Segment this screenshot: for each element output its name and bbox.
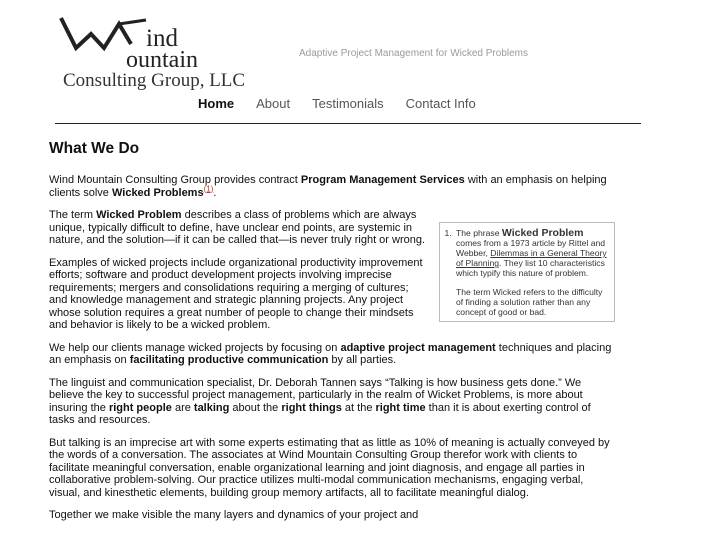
nav-testimonials[interactable]: Testimonials [312, 96, 384, 111]
page-title: What We Do [49, 140, 140, 157]
footnote-note: The term Wicked refers to the difficulty of finding a solution rather than any concept of good or bad. [456, 287, 603, 317]
approach-paragraph: We help our clients manage wicked projects by focusing on adaptive project management techniques and placing an emphasis on facilitating productive communication by all parties. [49, 341, 612, 366]
company-logo[interactable] [58, 14, 283, 94]
logo-word-mountain: ountain [126, 47, 198, 73]
nav-contact-info[interactable]: Contact Info [405, 96, 476, 111]
nav-home[interactable]: Home [198, 96, 235, 111]
nav-about[interactable]: About [256, 96, 291, 111]
logo-company-line: Consulting Group, LLC [63, 70, 246, 91]
wicked-problem-definition: The term Wicked Problem describes a class of problems which are always unique, typically difficult to define, have unclear end points, are systemic in nature, and the solution—if it can be called that—is never truly right or wrong. [49, 209, 426, 246]
footnote-box [439, 222, 615, 322]
nav-divider [55, 123, 641, 124]
tannen-paragraph: The linguist and communication specialist, Dr. Deborah Tannen says “Talking is how business gets done.” We believe the key to successful project management, particularly in the realm of Wicket Problems, is more about insuring the right people are talking about the right things at the right time than it is about exerting control of tasks and resources. [49, 376, 591, 426]
logo-word-wind: ind [146, 25, 178, 52]
site-tagline: Adaptive Project Management for Wicked Problems [299, 48, 528, 59]
main-nav [198, 96, 498, 116]
footnote-item: 1. The phrase Wicked Problem comes from a 1973 article by Rittel and Webber, Dilemmas in a General Theory of Planning. They list 10 characteristics which typify this nature of problem. The term Wicked refers to the difficulty of finding a solution rather than any concept of good or bad. [454, 228, 614, 317]
closing-paragraph: Together we make visible the many layers and dynamics of your project and [49, 509, 419, 521]
intro-paragraph: Wind Mountain Consulting Group provides contract Program Management Services with an emphasis on helping clients solve Wicked Problems$^{(1)}$. [49, 174, 607, 199]
communication-paragraph: But talking is an imprecise art with some experts estimating that as little as 10% of meaning is actually conveyed by the words of a conversation. The associates at Wind Mountain Consulting Group therefor work with clients to facilitate meaningful conversation, enable organizational learning and joint diagnosis, and engage all parties in collaborative problem-solving. Our practice utilizes multi-modal communication mechanisms, engaging verbal, visual, and kinesthetic elements, building group memory artifacts, all to facilitate meaningful dialog. [49, 436, 610, 499]
footnote-ref-link[interactable]: (1) [203, 183, 214, 193]
footnote-article-link[interactable]: Dilemmas in a General Theory of Planning [456, 248, 607, 268]
examples-paragraph: Examples of wicked projects include organizational productivity improvement efforts; software and product development projects involving imprecise requirements; mergers and consolidations requiring a merging of cultures; and knowledge management and strategic planning projects. Any project whose solution requires a great number of people to change their mindsets and behavior is likely to be a wicked problem. [49, 256, 423, 331]
site-header [0, 0, 727, 130]
main-content [49, 138, 615, 532]
